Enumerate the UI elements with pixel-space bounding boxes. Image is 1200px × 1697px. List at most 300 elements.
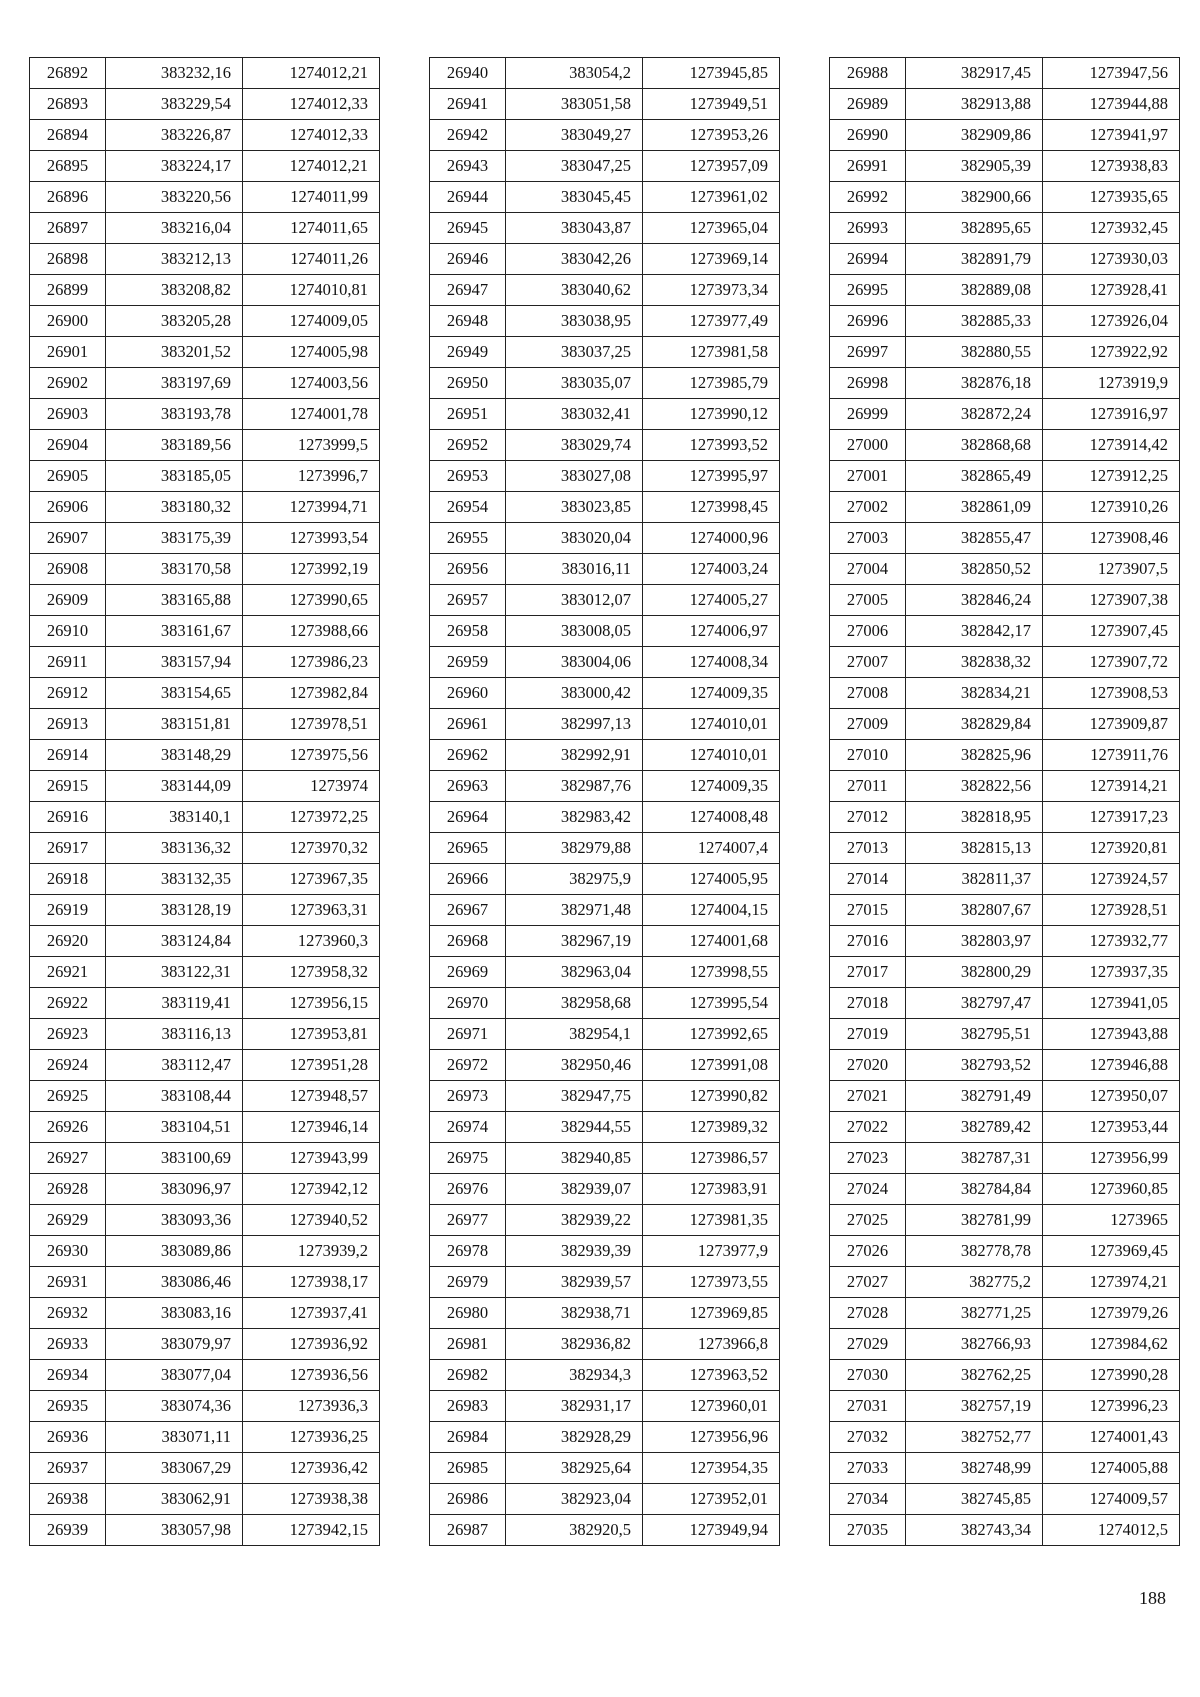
table-row <box>430 1360 780 1391</box>
y-coordinate-cell: 1273952,01 <box>643 1484 780 1515</box>
y-coordinate-cell: 1273963,52 <box>643 1360 780 1391</box>
y-coordinate-cell: 1273907,38 <box>1043 585 1180 616</box>
x-coordinate-cell: 382855,47 <box>906 523 1043 554</box>
table-row <box>830 1050 1180 1081</box>
table-row <box>430 244 780 275</box>
point-number-cell: 27023 <box>830 1143 906 1174</box>
point-number-cell: 26953 <box>430 461 506 492</box>
point-number-cell: 26993 <box>830 213 906 244</box>
point-number-cell: 26982 <box>430 1360 506 1391</box>
table-row <box>430 151 780 182</box>
point-number-cell: 27032 <box>830 1422 906 1453</box>
y-coordinate-cell: 1274000,96 <box>643 523 780 554</box>
table-row <box>830 306 1180 337</box>
y-coordinate-cell: 1273960,85 <box>1043 1174 1180 1205</box>
x-coordinate-cell: 383104,51 <box>106 1112 243 1143</box>
y-coordinate-cell: 1274009,57 <box>1043 1484 1180 1515</box>
table-row <box>430 616 780 647</box>
point-number-cell: 27035 <box>830 1515 906 1546</box>
y-coordinate-cell: 1274010,81 <box>243 275 380 306</box>
table-row <box>830 430 1180 461</box>
table-row <box>30 1267 380 1298</box>
point-number-cell: 26959 <box>430 647 506 678</box>
x-coordinate-cell: 383083,16 <box>106 1298 243 1329</box>
y-coordinate-cell: 1273910,26 <box>1043 492 1180 523</box>
y-coordinate-cell: 1273996,23 <box>1043 1391 1180 1422</box>
point-number-cell: 26989 <box>830 89 906 120</box>
point-number-cell: 26909 <box>30 585 106 616</box>
table-row <box>430 1453 780 1484</box>
point-number-cell: 26994 <box>830 244 906 275</box>
point-number-cell: 27020 <box>830 1050 906 1081</box>
y-coordinate-cell: 1273936,25 <box>243 1422 380 1453</box>
point-number-cell: 26927 <box>30 1143 106 1174</box>
y-coordinate-cell: 1273961,02 <box>643 182 780 213</box>
y-coordinate-cell: 1273996,7 <box>243 461 380 492</box>
y-coordinate-cell: 1273992,19 <box>243 554 380 585</box>
y-coordinate-cell: 1273953,26 <box>643 120 780 151</box>
point-number-cell: 26946 <box>430 244 506 275</box>
table-row <box>830 1205 1180 1236</box>
point-number-cell: 27004 <box>830 554 906 585</box>
point-number-cell: 26929 <box>30 1205 106 1236</box>
x-coordinate-cell: 382923,04 <box>506 1484 643 1515</box>
point-number-cell: 27029 <box>830 1329 906 1360</box>
point-number-cell: 26995 <box>830 275 906 306</box>
table-row <box>430 430 780 461</box>
x-coordinate-cell: 382909,86 <box>906 120 1043 151</box>
table-row <box>830 647 1180 678</box>
y-coordinate-cell: 1273977,9 <box>643 1236 780 1267</box>
point-number-cell: 27002 <box>830 492 906 523</box>
x-coordinate-cell: 382954,1 <box>506 1019 643 1050</box>
table-row <box>830 1515 1180 1546</box>
y-coordinate-cell: 1273948,57 <box>243 1081 380 1112</box>
point-number-cell: 26988 <box>830 58 906 89</box>
table-row <box>830 957 1180 988</box>
y-coordinate-cell: 1273960,01 <box>643 1391 780 1422</box>
y-coordinate-cell: 1273966,8 <box>643 1329 780 1360</box>
x-coordinate-cell: 382963,04 <box>506 957 643 988</box>
y-coordinate-cell: 1273926,04 <box>1043 306 1180 337</box>
table-row <box>830 1174 1180 1205</box>
table-row <box>30 1391 380 1422</box>
x-coordinate-cell: 383124,84 <box>106 926 243 957</box>
point-number-cell: 26926 <box>30 1112 106 1143</box>
point-number-cell: 26987 <box>430 1515 506 1546</box>
x-coordinate-cell: 382807,67 <box>906 895 1043 926</box>
x-coordinate-cell: 383212,13 <box>106 244 243 275</box>
y-coordinate-cell: 1273981,35 <box>643 1205 780 1236</box>
x-coordinate-cell: 383144,09 <box>106 771 243 802</box>
point-number-cell: 26912 <box>30 678 106 709</box>
point-number-cell: 27018 <box>830 988 906 1019</box>
point-number-cell: 26936 <box>30 1422 106 1453</box>
y-coordinate-cell: 1273969,45 <box>1043 1236 1180 1267</box>
point-number-cell: 26917 <box>30 833 106 864</box>
point-number-cell: 26961 <box>430 709 506 740</box>
x-coordinate-cell: 383077,04 <box>106 1360 243 1391</box>
y-coordinate-cell: 1273937,35 <box>1043 957 1180 988</box>
y-coordinate-cell: 1273989,32 <box>643 1112 780 1143</box>
point-number-cell: 27006 <box>830 616 906 647</box>
x-coordinate-cell: 382938,71 <box>506 1298 643 1329</box>
x-coordinate-cell: 382825,96 <box>906 740 1043 771</box>
y-coordinate-cell: 1273999,5 <box>243 430 380 461</box>
y-coordinate-cell: 1273994,71 <box>243 492 380 523</box>
table-row <box>30 430 380 461</box>
y-coordinate-cell: 1273928,51 <box>1043 895 1180 926</box>
x-coordinate-cell: 382795,51 <box>906 1019 1043 1050</box>
y-coordinate-cell: 1273949,94 <box>643 1515 780 1546</box>
point-number-cell: 26938 <box>30 1484 106 1515</box>
point-number-cell: 26893 <box>30 89 106 120</box>
point-number-cell: 26902 <box>30 368 106 399</box>
point-number-cell: 27034 <box>830 1484 906 1515</box>
table-row <box>830 895 1180 926</box>
x-coordinate-cell: 382822,56 <box>906 771 1043 802</box>
point-number-cell: 26965 <box>430 833 506 864</box>
y-coordinate-cell: 1273956,99 <box>1043 1143 1180 1174</box>
y-coordinate-cell: 1274001,78 <box>243 399 380 430</box>
y-coordinate-cell: 1273990,28 <box>1043 1360 1180 1391</box>
table-row <box>430 771 780 802</box>
point-number-cell: 26984 <box>430 1422 506 1453</box>
y-coordinate-cell: 1273914,42 <box>1043 430 1180 461</box>
y-coordinate-cell: 1273942,15 <box>243 1515 380 1546</box>
y-coordinate-cell: 1274010,01 <box>643 709 780 740</box>
table-row <box>830 368 1180 399</box>
point-number-cell: 26901 <box>30 337 106 368</box>
y-coordinate-cell: 1274012,33 <box>243 89 380 120</box>
x-coordinate-cell: 383229,54 <box>106 89 243 120</box>
point-number-cell: 26899 <box>30 275 106 306</box>
y-coordinate-cell: 1274005,98 <box>243 337 380 368</box>
y-coordinate-cell: 1273975,56 <box>243 740 380 771</box>
x-coordinate-cell: 382745,85 <box>906 1484 1043 1515</box>
point-number-cell: 27003 <box>830 523 906 554</box>
x-coordinate-cell: 382939,22 <box>506 1205 643 1236</box>
table-row <box>430 120 780 151</box>
x-coordinate-cell: 383122,31 <box>106 957 243 988</box>
x-coordinate-cell: 383224,17 <box>106 151 243 182</box>
x-coordinate-cell: 383197,69 <box>106 368 243 399</box>
y-coordinate-cell: 1273953,81 <box>243 1019 380 1050</box>
x-coordinate-cell: 383067,29 <box>106 1453 243 1484</box>
point-number-cell: 26983 <box>430 1391 506 1422</box>
point-number-cell: 27007 <box>830 647 906 678</box>
y-coordinate-cell: 1273932,77 <box>1043 926 1180 957</box>
x-coordinate-cell: 382876,18 <box>906 368 1043 399</box>
y-coordinate-cell: 1273939,2 <box>243 1236 380 1267</box>
x-coordinate-cell: 383157,94 <box>106 647 243 678</box>
y-coordinate-cell: 1273922,92 <box>1043 337 1180 368</box>
y-coordinate-cell: 1273995,97 <box>643 461 780 492</box>
y-coordinate-cell: 1274012,33 <box>243 120 380 151</box>
point-number-cell: 26981 <box>430 1329 506 1360</box>
x-coordinate-cell: 383226,87 <box>106 120 243 151</box>
table-row <box>830 151 1180 182</box>
table-row <box>30 1236 380 1267</box>
y-coordinate-cell: 1273909,87 <box>1043 709 1180 740</box>
y-coordinate-cell: 1273944,88 <box>1043 89 1180 120</box>
y-coordinate-cell: 1274005,95 <box>643 864 780 895</box>
y-coordinate-cell: 1273930,03 <box>1043 244 1180 275</box>
coordinates-table-2 <box>429 57 780 1546</box>
point-number-cell: 27033 <box>830 1453 906 1484</box>
y-coordinate-cell: 1273974 <box>243 771 380 802</box>
y-coordinate-cell: 1273920,81 <box>1043 833 1180 864</box>
point-number-cell: 26916 <box>30 802 106 833</box>
y-coordinate-cell: 1273936,92 <box>243 1329 380 1360</box>
point-number-cell: 27026 <box>830 1236 906 1267</box>
x-coordinate-cell: 383175,39 <box>106 523 243 554</box>
point-number-cell: 26892 <box>30 58 106 89</box>
x-coordinate-cell: 382800,29 <box>906 957 1043 988</box>
x-coordinate-cell: 383180,32 <box>106 492 243 523</box>
x-coordinate-cell: 382987,76 <box>506 771 643 802</box>
x-coordinate-cell: 383148,29 <box>106 740 243 771</box>
point-number-cell: 26979 <box>430 1267 506 1298</box>
y-coordinate-cell: 1273941,05 <box>1043 988 1180 1019</box>
table-row <box>830 337 1180 368</box>
table-row <box>830 1236 1180 1267</box>
table-row <box>30 740 380 771</box>
y-coordinate-cell: 1273990,65 <box>243 585 380 616</box>
table-row <box>430 802 780 833</box>
table-row <box>430 368 780 399</box>
x-coordinate-cell: 382791,49 <box>906 1081 1043 1112</box>
y-coordinate-cell: 1273914,21 <box>1043 771 1180 802</box>
x-coordinate-cell: 383112,47 <box>106 1050 243 1081</box>
y-coordinate-cell: 1273984,62 <box>1043 1329 1180 1360</box>
y-coordinate-cell: 1274011,65 <box>243 213 380 244</box>
point-number-cell: 26915 <box>30 771 106 802</box>
y-coordinate-cell: 1274003,24 <box>643 554 780 585</box>
x-coordinate-cell: 383062,91 <box>106 1484 243 1515</box>
x-coordinate-cell: 382778,78 <box>906 1236 1043 1267</box>
y-coordinate-cell: 1273919,9 <box>1043 368 1180 399</box>
y-coordinate-cell: 1274006,97 <box>643 616 780 647</box>
x-coordinate-cell: 382784,84 <box>906 1174 1043 1205</box>
x-coordinate-cell: 383108,44 <box>106 1081 243 1112</box>
table-row <box>430 833 780 864</box>
table-row <box>430 1081 780 1112</box>
y-coordinate-cell: 1273991,08 <box>643 1050 780 1081</box>
point-number-cell: 26973 <box>430 1081 506 1112</box>
y-coordinate-cell: 1273965,04 <box>643 213 780 244</box>
point-number-cell: 26908 <box>30 554 106 585</box>
point-number-cell: 27025 <box>830 1205 906 1236</box>
table-row <box>430 1019 780 1050</box>
y-coordinate-cell: 1273949,51 <box>643 89 780 120</box>
table-row <box>430 1298 780 1329</box>
x-coordinate-cell: 383116,13 <box>106 1019 243 1050</box>
table-row <box>830 461 1180 492</box>
point-number-cell: 27012 <box>830 802 906 833</box>
y-coordinate-cell: 1273990,12 <box>643 399 780 430</box>
point-number-cell: 26942 <box>430 120 506 151</box>
point-number-cell: 26997 <box>830 337 906 368</box>
point-number-cell: 26977 <box>430 1205 506 1236</box>
y-coordinate-cell: 1273924,57 <box>1043 864 1180 895</box>
point-number-cell: 27005 <box>830 585 906 616</box>
x-coordinate-cell: 383037,25 <box>506 337 643 368</box>
x-coordinate-cell: 382846,24 <box>906 585 1043 616</box>
table-row <box>430 678 780 709</box>
y-coordinate-cell: 1273998,45 <box>643 492 780 523</box>
x-coordinate-cell: 383193,78 <box>106 399 243 430</box>
point-number-cell: 26925 <box>30 1081 106 1112</box>
table-row <box>30 58 380 89</box>
table-row <box>830 1453 1180 1484</box>
x-coordinate-cell: 383023,85 <box>506 492 643 523</box>
point-number-cell: 26914 <box>30 740 106 771</box>
point-number-cell: 26903 <box>30 399 106 430</box>
y-coordinate-cell: 1274011,99 <box>243 182 380 213</box>
table-row <box>830 244 1180 275</box>
x-coordinate-cell: 382811,37 <box>906 864 1043 895</box>
y-coordinate-cell: 1274004,15 <box>643 895 780 926</box>
table-row <box>30 492 380 523</box>
x-coordinate-cell: 383096,97 <box>106 1174 243 1205</box>
point-number-cell: 26948 <box>430 306 506 337</box>
y-coordinate-cell: 1273998,55 <box>643 957 780 988</box>
table-row <box>830 213 1180 244</box>
table-row <box>30 461 380 492</box>
table-row <box>430 523 780 554</box>
point-number-cell: 27017 <box>830 957 906 988</box>
x-coordinate-cell: 383232,16 <box>106 58 243 89</box>
x-coordinate-cell: 382748,99 <box>906 1453 1043 1484</box>
y-coordinate-cell: 1274008,34 <box>643 647 780 678</box>
table-row <box>830 1081 1180 1112</box>
point-number-cell: 26897 <box>30 213 106 244</box>
table-row <box>30 1422 380 1453</box>
y-coordinate-cell: 1273969,85 <box>643 1298 780 1329</box>
y-coordinate-cell: 1273988,66 <box>243 616 380 647</box>
point-number-cell: 26992 <box>830 182 906 213</box>
point-number-cell: 26972 <box>430 1050 506 1081</box>
table-row <box>430 399 780 430</box>
x-coordinate-cell: 383054,2 <box>506 58 643 89</box>
y-coordinate-cell: 1274009,35 <box>643 771 780 802</box>
point-number-cell: 26990 <box>830 120 906 151</box>
table-row <box>830 1329 1180 1360</box>
point-number-cell: 26933 <box>30 1329 106 1360</box>
table-row <box>30 1360 380 1391</box>
x-coordinate-cell: 383140,1 <box>106 802 243 833</box>
table-row <box>430 1143 780 1174</box>
point-number-cell: 26968 <box>430 926 506 957</box>
y-coordinate-cell: 1273935,65 <box>1043 182 1180 213</box>
table-row <box>30 1019 380 1050</box>
x-coordinate-cell: 383132,35 <box>106 864 243 895</box>
y-coordinate-cell: 1273977,49 <box>643 306 780 337</box>
x-coordinate-cell: 382944,55 <box>506 1112 643 1143</box>
x-coordinate-cell: 383057,98 <box>106 1515 243 1546</box>
table-row <box>830 89 1180 120</box>
point-number-cell: 26907 <box>30 523 106 554</box>
x-coordinate-cell: 383012,07 <box>506 585 643 616</box>
point-number-cell: 26991 <box>830 151 906 182</box>
x-coordinate-cell: 383093,36 <box>106 1205 243 1236</box>
table-row <box>830 1298 1180 1329</box>
x-coordinate-cell: 382992,91 <box>506 740 643 771</box>
y-coordinate-cell: 1273943,88 <box>1043 1019 1180 1050</box>
y-coordinate-cell: 1274001,43 <box>1043 1422 1180 1453</box>
x-coordinate-cell: 383089,86 <box>106 1236 243 1267</box>
x-coordinate-cell: 383119,41 <box>106 988 243 1019</box>
table-row <box>430 1205 780 1236</box>
y-coordinate-cell: 1273953,44 <box>1043 1112 1180 1143</box>
y-coordinate-cell: 1273974,21 <box>1043 1267 1180 1298</box>
table-row <box>430 213 780 244</box>
x-coordinate-cell: 383074,36 <box>106 1391 243 1422</box>
x-coordinate-cell: 382975,9 <box>506 864 643 895</box>
table-row <box>830 1112 1180 1143</box>
point-number-cell: 26913 <box>30 709 106 740</box>
y-coordinate-cell: 1273947,56 <box>1043 58 1180 89</box>
y-coordinate-cell: 1273936,42 <box>243 1453 380 1484</box>
y-coordinate-cell: 1273967,35 <box>243 864 380 895</box>
point-number-cell: 26934 <box>30 1360 106 1391</box>
x-coordinate-cell: 382934,3 <box>506 1360 643 1391</box>
x-coordinate-cell: 382861,09 <box>906 492 1043 523</box>
x-coordinate-cell: 383216,04 <box>106 213 243 244</box>
table-row <box>30 1081 380 1112</box>
table-row <box>830 833 1180 864</box>
x-coordinate-cell: 382905,39 <box>906 151 1043 182</box>
point-number-cell: 27019 <box>830 1019 906 1050</box>
table-row <box>830 585 1180 616</box>
table-row <box>430 957 780 988</box>
point-number-cell: 27022 <box>830 1112 906 1143</box>
point-number-cell: 27001 <box>830 461 906 492</box>
point-number-cell: 26920 <box>30 926 106 957</box>
point-number-cell: 26935 <box>30 1391 106 1422</box>
table-row <box>830 1019 1180 1050</box>
y-coordinate-cell: 1273969,14 <box>643 244 780 275</box>
x-coordinate-cell: 382885,33 <box>906 306 1043 337</box>
table-row <box>430 182 780 213</box>
table-row <box>430 895 780 926</box>
point-number-cell: 26955 <box>430 523 506 554</box>
table-row <box>30 616 380 647</box>
y-coordinate-cell: 1273916,97 <box>1043 399 1180 430</box>
x-coordinate-cell: 382967,19 <box>506 926 643 957</box>
y-coordinate-cell: 1273932,45 <box>1043 213 1180 244</box>
x-coordinate-cell: 382913,88 <box>906 89 1043 120</box>
point-number-cell: 26923 <box>30 1019 106 1050</box>
x-coordinate-cell: 382815,13 <box>906 833 1043 864</box>
coordinates-table-1 <box>29 57 380 1546</box>
point-number-cell: 26895 <box>30 151 106 182</box>
table-row <box>430 1174 780 1205</box>
x-coordinate-cell: 382838,32 <box>906 647 1043 678</box>
x-coordinate-cell: 383004,06 <box>506 647 643 678</box>
y-coordinate-cell: 1273992,65 <box>643 1019 780 1050</box>
x-coordinate-cell: 383051,58 <box>506 89 643 120</box>
point-number-cell: 26900 <box>30 306 106 337</box>
x-coordinate-cell: 383000,42 <box>506 678 643 709</box>
table-row <box>830 1267 1180 1298</box>
table-row <box>430 864 780 895</box>
x-coordinate-cell: 382787,31 <box>906 1143 1043 1174</box>
point-number-cell: 26975 <box>430 1143 506 1174</box>
table-row <box>30 120 380 151</box>
point-number-cell: 27030 <box>830 1360 906 1391</box>
